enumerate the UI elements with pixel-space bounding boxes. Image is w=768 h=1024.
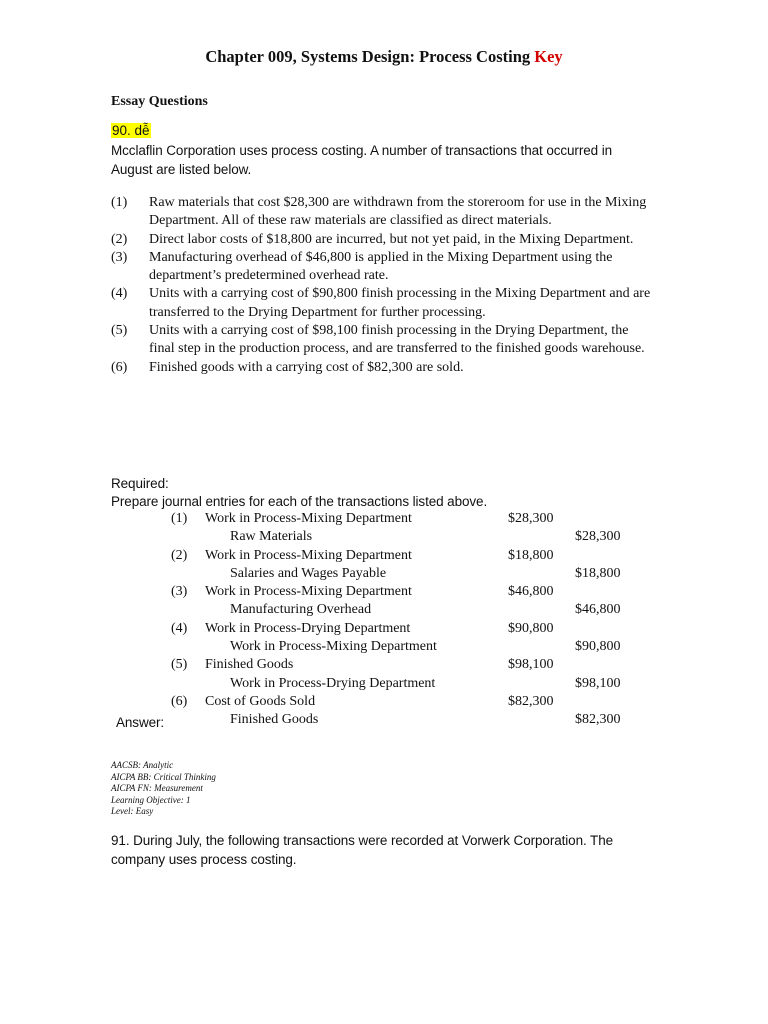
transaction-number: (6) bbox=[111, 359, 128, 375]
journal-credit-row bbox=[111, 638, 671, 656]
journal-entries bbox=[111, 510, 671, 730]
answer-label: Answer: bbox=[116, 715, 165, 730]
entry-number: (1) bbox=[171, 511, 188, 526]
transaction-text: Units with a carrying cost of $90,800 finish processing in the Mixing Department and are transferred to the Drying Department for further processing. bbox=[149, 286, 651, 320]
entry-number: (5) bbox=[171, 657, 188, 673]
transaction-text: Direct labor costs of $18,800 are incurred, but not yet paid, in the Mixing Department. bbox=[149, 231, 634, 247]
question-metadata bbox=[111, 760, 216, 818]
credit-amount: $90,800 bbox=[575, 639, 621, 655]
transaction-text: Units with a carrying cost of $98,100 finish processing in the Drying Department, the final step in the production process, and are transferred to the finished goods warehouse. bbox=[149, 323, 645, 357]
debit-account: Cost of Goods Sold bbox=[205, 693, 316, 709]
journal-debit-row bbox=[111, 620, 671, 638]
debit-amount: $90,800 bbox=[508, 620, 554, 636]
credit-account: Work in Process-Drying Department bbox=[230, 675, 436, 691]
journal-credit-row bbox=[111, 601, 671, 619]
credit-account: Raw Materials bbox=[230, 529, 313, 545]
credit-amount: $28,300 bbox=[575, 529, 621, 545]
credit-account: Work in Process-Mixing Department bbox=[230, 639, 437, 655]
transaction-item bbox=[111, 231, 651, 249]
transaction-item bbox=[111, 285, 651, 322]
transaction-number: (1) bbox=[111, 195, 128, 210]
debit-amount: $82,300 bbox=[508, 693, 554, 709]
metadata-line: Level: Easy bbox=[111, 806, 154, 816]
question-90-number: 90. dễ bbox=[112, 123, 150, 138]
transaction-number: (2) bbox=[111, 231, 128, 247]
transaction-number: (5) bbox=[111, 323, 128, 339]
debit-amount: $98,100 bbox=[508, 657, 554, 673]
transaction-item bbox=[111, 359, 651, 377]
credit-amount: $82,300 bbox=[575, 712, 621, 728]
journal-credit-row bbox=[111, 711, 671, 729]
transaction-item bbox=[111, 194, 651, 231]
debit-account: Work in Process-Mixing Department bbox=[205, 584, 412, 600]
metadata-line: Learning Objective: 1 bbox=[111, 794, 191, 805]
page-title bbox=[0, 47, 768, 67]
credit-amount: $98,100 bbox=[575, 675, 621, 691]
transaction-number: (4) bbox=[111, 286, 128, 302]
entry-number: (6) bbox=[171, 693, 188, 709]
debit-account: Work in Process-Mixing Department bbox=[205, 511, 412, 526]
metadata-line: AACSB: Analytic bbox=[111, 760, 174, 770]
journal-credit-row bbox=[111, 675, 671, 693]
question-91-text: 91. During July, the following transactions were recorded at Vorwerk Corporation. The company uses process costing. bbox=[111, 833, 614, 867]
transaction-text: Finished goods with a carrying cost of $82,300 are sold. bbox=[149, 359, 464, 375]
debit-amount: $46,800 bbox=[508, 584, 554, 600]
journal-debit-row bbox=[111, 510, 671, 528]
debit-amount: $28,300 bbox=[508, 511, 554, 526]
transaction-item bbox=[111, 249, 651, 286]
credit-amount: $18,800 bbox=[575, 565, 621, 581]
question-90-intro: Mcclaflin Corporation uses process costing. A number of transactions that occurred in August are listed below. bbox=[111, 143, 613, 177]
journal-debit-row bbox=[111, 693, 671, 711]
journal-debit-row bbox=[111, 583, 671, 601]
transaction-text: Raw materials that cost $28,300 are withdrawn from the storeroom for use in the Mixing Department. All of these raw materials are classified as direct materials. bbox=[149, 195, 647, 229]
entry-number: (3) bbox=[171, 584, 188, 600]
transaction-number: (3) bbox=[111, 249, 128, 265]
debit-amount: $18,800 bbox=[508, 547, 554, 563]
transaction-item bbox=[111, 322, 651, 359]
entry-number: (4) bbox=[171, 620, 188, 636]
required-label: Required: bbox=[111, 476, 169, 491]
debit-account: Work in Process-Mixing Department bbox=[205, 547, 412, 563]
section-heading: Essay Questions bbox=[111, 94, 208, 109]
credit-amount: $46,800 bbox=[575, 602, 621, 618]
transaction-text: Manufacturing overhead of $46,800 is applied in the Mixing Department using the department’s predetermined overhead rate. bbox=[149, 249, 613, 284]
credit-account: Manufacturing Overhead bbox=[230, 602, 372, 618]
metadata-line: AICPA FN: Measurement bbox=[111, 783, 203, 793]
journal-credit-row bbox=[111, 528, 671, 546]
journal-debit-row bbox=[111, 547, 671, 565]
transaction-list bbox=[111, 194, 651, 377]
journal-debit-row bbox=[111, 656, 671, 674]
page-title-key: Key bbox=[534, 47, 563, 66]
page-title-main: Chapter 009, Systems Design: Process Costing bbox=[205, 47, 535, 66]
required-text: Prepare journal entries for each of the transactions listed above. bbox=[111, 494, 488, 509]
debit-account: Finished Goods bbox=[205, 657, 294, 673]
debit-account: Work in Process-Drying Department bbox=[205, 620, 411, 636]
metadata-line: AICPA BB: Critical Thinking bbox=[111, 771, 216, 782]
credit-account: Finished Goods bbox=[230, 712, 319, 728]
journal-credit-row bbox=[111, 565, 671, 583]
credit-account: Salaries and Wages Payable bbox=[230, 565, 387, 581]
entry-number: (2) bbox=[171, 547, 188, 563]
